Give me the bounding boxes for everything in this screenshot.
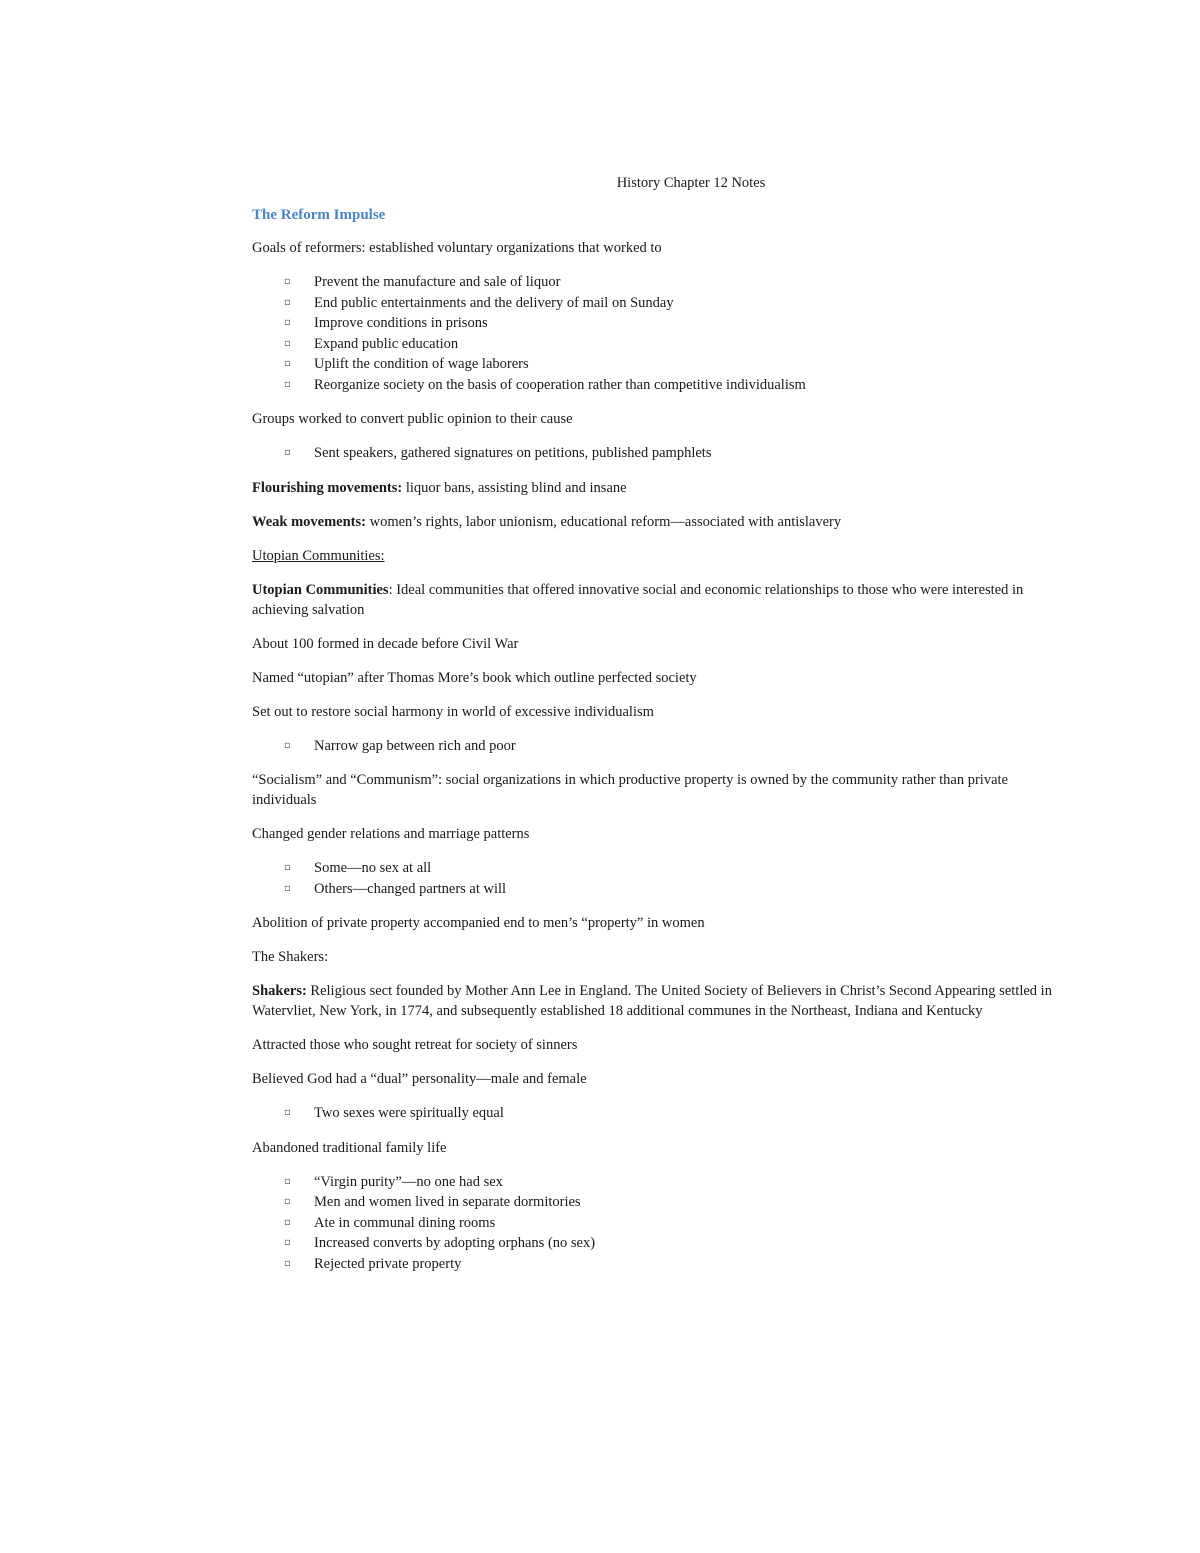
paragraph xyxy=(252,634,1062,654)
paragraph xyxy=(252,947,1062,967)
square-bullet-icon: ▫ xyxy=(284,337,291,349)
square-bullet-icon: ▫ xyxy=(284,276,291,287)
square-bullet-icon: ▫ xyxy=(284,296,291,308)
list-item xyxy=(284,879,1062,900)
list-item xyxy=(284,334,1062,355)
paragraph-text: Set out to restore social harmony in world of excessive individualism xyxy=(252,703,654,720)
paragraph-text: Religious sect founded by Mother Ann Lee in England. The United Society of Believers in Christ’s Second Appearing settled in Watervliet, New York, in 1774, and subsequently established 18 additional communes in the Northeast, Indiana and Kentucky xyxy=(252,983,1052,1019)
list-item xyxy=(284,1254,1062,1275)
paragraph xyxy=(252,238,1062,258)
square-bullet-icon: ▫ xyxy=(284,1107,291,1118)
term-label: Shakers: xyxy=(252,983,307,999)
list-item-text: Some—no sex at all xyxy=(314,860,432,876)
list-item xyxy=(284,272,1062,293)
list-item xyxy=(284,1172,1062,1193)
paragraph xyxy=(252,668,1062,688)
list-item xyxy=(284,1103,1062,1124)
paragraph xyxy=(252,478,1062,498)
notes-blocks xyxy=(252,238,1062,1274)
list-item-text: Reorganize society on the basis of cooperation rather than competitive individualism xyxy=(314,376,806,393)
square-bullet-icon: ▫ xyxy=(284,1237,291,1248)
square-bullet-icon: ▫ xyxy=(284,882,291,894)
list-item-text: “Virgin purity”—no one had sex xyxy=(314,1173,503,1190)
paragraph xyxy=(252,702,1062,722)
list-item xyxy=(284,354,1062,375)
list-item-text: Two sexes were spiritually equal xyxy=(314,1105,504,1121)
paragraph-text: The Shakers: xyxy=(252,949,329,965)
bullet-list xyxy=(252,858,1062,899)
square-bullet-icon: ▫ xyxy=(284,1175,291,1187)
paragraph-text: liquor bans, assisting blind and insane xyxy=(402,479,627,496)
paragraph xyxy=(252,512,1062,532)
list-item xyxy=(284,313,1062,334)
paragraph-text: Abandoned traditional family life xyxy=(252,1139,447,1156)
paragraph xyxy=(252,1069,1062,1089)
paragraph-text: Attracted those who sought retreat for society of sinners xyxy=(252,1037,578,1053)
list-item xyxy=(284,443,1062,464)
list-item-text: Improve conditions in prisons xyxy=(314,315,488,331)
bullet-list xyxy=(252,736,1062,757)
paragraph-text: Believed God had a “dual” personality—male and female xyxy=(252,1071,587,1087)
square-bullet-icon: ▫ xyxy=(284,862,291,873)
document-title: History Chapter 12 Notes xyxy=(616,175,766,191)
list-item xyxy=(284,375,1062,396)
document-body xyxy=(252,173,1062,1288)
list-item xyxy=(284,858,1062,879)
paragraph-text: women’s rights, labor unionism, educational reform—associated with antislavery xyxy=(365,513,842,530)
list-item-text: Ate in communal dining rooms xyxy=(314,1214,496,1231)
bullet-list xyxy=(252,1103,1062,1124)
square-bullet-icon: ▫ xyxy=(284,1257,291,1269)
paragraph-text: About 100 formed in decade before Civil War xyxy=(252,635,519,652)
paragraph xyxy=(252,1035,1062,1055)
list-item-text: Rejected private property xyxy=(314,1255,462,1272)
paragraph xyxy=(252,409,1062,429)
list-item xyxy=(284,1233,1062,1254)
paragraph xyxy=(252,546,1062,566)
paragraph-text: “Socialism” and “Communism”: social organizations in which productive property is owned by the community rather than private individuals xyxy=(252,772,1008,808)
paragraph xyxy=(252,824,1062,844)
list-item-text: Expand public education xyxy=(314,335,459,352)
list-item xyxy=(284,293,1062,314)
paragraph xyxy=(252,913,1062,933)
term-label: Flourishing movements: xyxy=(252,479,403,496)
square-bullet-icon: ▫ xyxy=(284,317,291,328)
list-item xyxy=(284,1192,1062,1213)
bullet-list xyxy=(252,272,1062,395)
square-bullet-icon: ▫ xyxy=(284,358,291,369)
term-label: Utopian Communities xyxy=(252,581,389,598)
square-bullet-icon: ▫ xyxy=(284,378,291,390)
list-item-text: End public entertainments and the delivery of mail on Sunday xyxy=(314,294,674,311)
paragraph-text: Goals of reformers: established voluntary organizations that worked to xyxy=(252,240,662,256)
list-item-text: Sent speakers, gathered signatures on petitions, published pamphlets xyxy=(314,445,712,461)
paragraph-text: Changed gender relations and marriage patterns xyxy=(252,826,530,842)
list-item-text: Others—changed partners at will xyxy=(314,880,507,897)
bullet-list xyxy=(252,443,1062,464)
section-heading: The Reform Impulse xyxy=(252,207,386,223)
square-bullet-icon: ▫ xyxy=(284,447,291,458)
list-item xyxy=(284,736,1062,757)
paragraph xyxy=(252,981,1062,1021)
list-item-text: Increased converts by adopting orphans (no sex) xyxy=(314,1235,596,1251)
paragraph-text: Named “utopian” after Thomas More’s book which outline perfected society xyxy=(252,669,697,686)
paragraph xyxy=(252,770,1062,810)
paragraph xyxy=(252,580,1062,620)
paragraph xyxy=(252,1138,1062,1158)
list-item-text: Prevent the manufacture and sale of liquor xyxy=(314,274,561,290)
subsection-heading: Utopian Communities: xyxy=(252,547,385,564)
list-item xyxy=(284,1213,1062,1234)
list-item-text: Uplift the condition of wage laborers xyxy=(314,356,529,372)
list-item-text: Narrow gap between rich and poor xyxy=(314,737,516,754)
list-item-text: Men and women lived in separate dormitories xyxy=(314,1194,581,1210)
paragraph-text: Abolition of private property accompanied end to men’s “property” in women xyxy=(252,915,705,931)
bullet-list xyxy=(252,1172,1062,1275)
paragraph-text: Groups worked to convert public opinion to their cause xyxy=(252,411,573,427)
square-bullet-icon: ▫ xyxy=(284,739,291,751)
square-bullet-icon: ▫ xyxy=(284,1216,291,1228)
paragraph-text: : Ideal communities that offered innovative social and economic relationships to those who were interested in achieving salvation xyxy=(252,581,1024,618)
square-bullet-icon: ▫ xyxy=(284,1196,291,1207)
term-label: Weak movements: xyxy=(252,513,366,530)
